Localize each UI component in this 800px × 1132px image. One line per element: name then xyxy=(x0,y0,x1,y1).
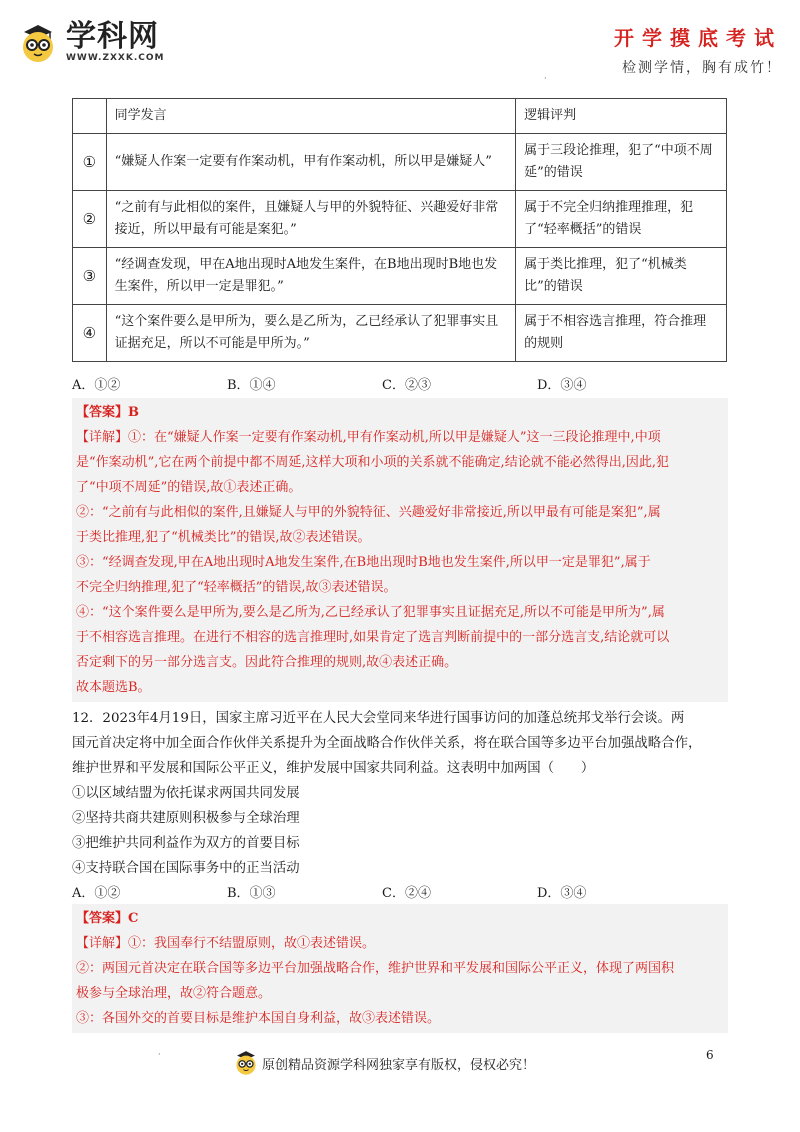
table-row xyxy=(73,305,727,362)
table-row xyxy=(73,248,727,305)
detail-line: 故本题选B。 xyxy=(76,680,151,695)
row-judgement: 属于类比推理，犯了“机械类比”的错误 xyxy=(516,248,727,305)
table-header-statement: 同学发言 xyxy=(106,99,516,134)
detail-line: ④：“这个案件要么是甲所为,要么是乙所为,乙已经承认了犯罪事实且证据充足,所以不可能是甲所为”,属 xyxy=(76,605,665,620)
detail-line: ③：“经调查发现,甲在A地出现时A地发生案件,在B地出现时B地也发生案件,所以甲一定是罪犯”,属于 xyxy=(76,555,651,570)
decorative-dot: · xyxy=(158,1050,161,1059)
q12-stem xyxy=(72,706,732,881)
logo-title: 学科网 xyxy=(66,19,159,54)
mascot-logo-icon xyxy=(16,20,60,64)
q12-answer-box xyxy=(72,904,728,1033)
q11-answer-box xyxy=(72,398,728,702)
detail-line: 是“作案动机”,它在两个前提中都不周延,这样大项和小项的关系就不能确定,结论就不能必然得出,因此,犯 xyxy=(76,455,669,470)
logo-url: WWW.ZXXK.COM xyxy=(66,53,165,63)
row-judgement: 属于不完全归纳推理推理，犯了“轻率概括”的错误 xyxy=(516,191,727,248)
answer-label: 【答案】C xyxy=(76,911,139,926)
detail-line: 于不相容选言推理。在进行不相容的选言推理时,如果肯定了选言判断前提中的一部分选言支,结论就可以 xyxy=(76,630,670,645)
row-statement: “之前有与此相似的案件，且嫌疑人与甲的外貌特征、兴趣爱好非常接近，所以甲最有可能是案犯。” xyxy=(106,191,516,248)
choice-item: ④支持联合国在国际事务中的正当活动 xyxy=(72,861,300,876)
row-number: ③ xyxy=(73,248,107,305)
option-b[interactable]: B．①③ xyxy=(227,886,276,901)
detail-line: 于类比推理,犯了“机械类比”的错误,故②表述错误。 xyxy=(76,530,371,545)
option-a[interactable]: A．①② xyxy=(72,378,121,393)
row-judgement: 属于不相容选言推理，符合推理的规则 xyxy=(516,305,727,362)
detail-line: 极参与全球治理，故②符合题意。 xyxy=(76,986,272,1001)
option-a[interactable]: A．①② xyxy=(72,886,121,901)
detail-line: ②：“之前有与此相似的案件,且嫌疑人与甲的外貌特征、兴趣爱好非常接近,所以甲最有可能是案犯”,属 xyxy=(76,505,661,520)
row-statement: “经调查发现，甲在A地出现时A地发生案件，在B地出现时B地也发生案件，所以甲一定是罪犯。” xyxy=(106,248,516,305)
detail-line: 【详解】①：在“嫌疑人作案一定要有作案动机,甲有作案动机,所以甲是嫌疑人”这一三段论推理中,中项 xyxy=(76,430,661,445)
detail-line: ②：两国元首决定在联合国等多边平台加强战略合作，维护世界和平发展和国际公平正义，体现了两国积 xyxy=(76,961,675,976)
detail-line: ③：各国外交的首要目标是维护本国自身利益，故③表述错误。 xyxy=(76,1011,441,1026)
detail-line: 了“中项不周延”的错误,故①表述正确。 xyxy=(76,480,302,495)
stem-line: 12．2023年4月19日，国家主席习近平在人民大会堂同来华进行国事访问的加蓬总统邦戈举行会谈。两 xyxy=(72,711,685,726)
row-number: ② xyxy=(73,191,107,248)
choice-item: ②坚持共商共建原则积极参与全球治理 xyxy=(72,811,300,826)
answer-label: 【答案】B xyxy=(76,405,139,420)
row-number: ① xyxy=(73,134,107,191)
option-d[interactable]: D．③④ xyxy=(537,886,587,901)
choice-item: ①以区域结盟为依托谋求两国共同发展 xyxy=(72,786,300,801)
site-logo xyxy=(16,20,164,64)
row-statement: “这个案件要么是甲所为，要么是乙所为，乙已经承认了犯罪事实且证据充足，所以不可能是甲所为。” xyxy=(106,305,516,362)
choice-item: ③把维护共同利益作为双方的首要目标 xyxy=(72,836,300,851)
q12-options xyxy=(72,882,692,901)
table-header-row xyxy=(73,99,727,134)
decorative-dot: · xyxy=(544,74,547,83)
detail-line: 否定剩下的另一部分选言支。因此符合推理的规则,故④表述正确。 xyxy=(76,655,458,670)
table-header-blank xyxy=(73,99,107,134)
copyright-text: 原创精品资源学科网独家享有版权，侵权必究！ xyxy=(262,1058,536,1073)
option-c[interactable]: C．②③ xyxy=(382,378,431,393)
option-c[interactable]: C．②④ xyxy=(382,886,431,901)
footer-mascot-icon xyxy=(232,1048,260,1076)
exam-banner xyxy=(614,22,782,77)
reasoning-table xyxy=(72,98,727,362)
stem-line: 维护世界和平发展和国际公平正义，维护发展中国家共同利益。这表明中加两国（ ） xyxy=(72,761,595,776)
table-row xyxy=(73,191,727,248)
stem-line: 国元首决定将中加全面合作伙伴关系提升为全面战略合作伙伴关系，将在联合国等多边平台加强战略合作， xyxy=(72,736,702,751)
option-b[interactable]: B．①④ xyxy=(227,378,276,393)
table-row xyxy=(73,134,727,191)
detail-line: 【详解】①：我国奉行不结盟原则，故①表述错误。 xyxy=(76,936,376,951)
exam-title: 开学摸底考试 xyxy=(614,26,782,50)
detail-line: 不完全归纳推理,犯了“轻率概括”的错误,故③表述错误。 xyxy=(76,580,397,595)
row-judgement: 属于三段论推理，犯了“中项不周延”的错误 xyxy=(516,134,727,191)
page-number: 6 xyxy=(706,1048,714,1062)
table-header-judgement: 逻辑评判 xyxy=(516,99,727,134)
row-number: ④ xyxy=(73,305,107,362)
option-d[interactable]: D．③④ xyxy=(537,378,587,393)
q11-options xyxy=(72,374,692,393)
row-statement: “嫌疑人作案一定要有作案动机，甲有作案动机，所以甲是嫌疑人” xyxy=(106,134,516,191)
exam-subtitle: 检测学情，胸有成竹！ xyxy=(622,60,782,76)
